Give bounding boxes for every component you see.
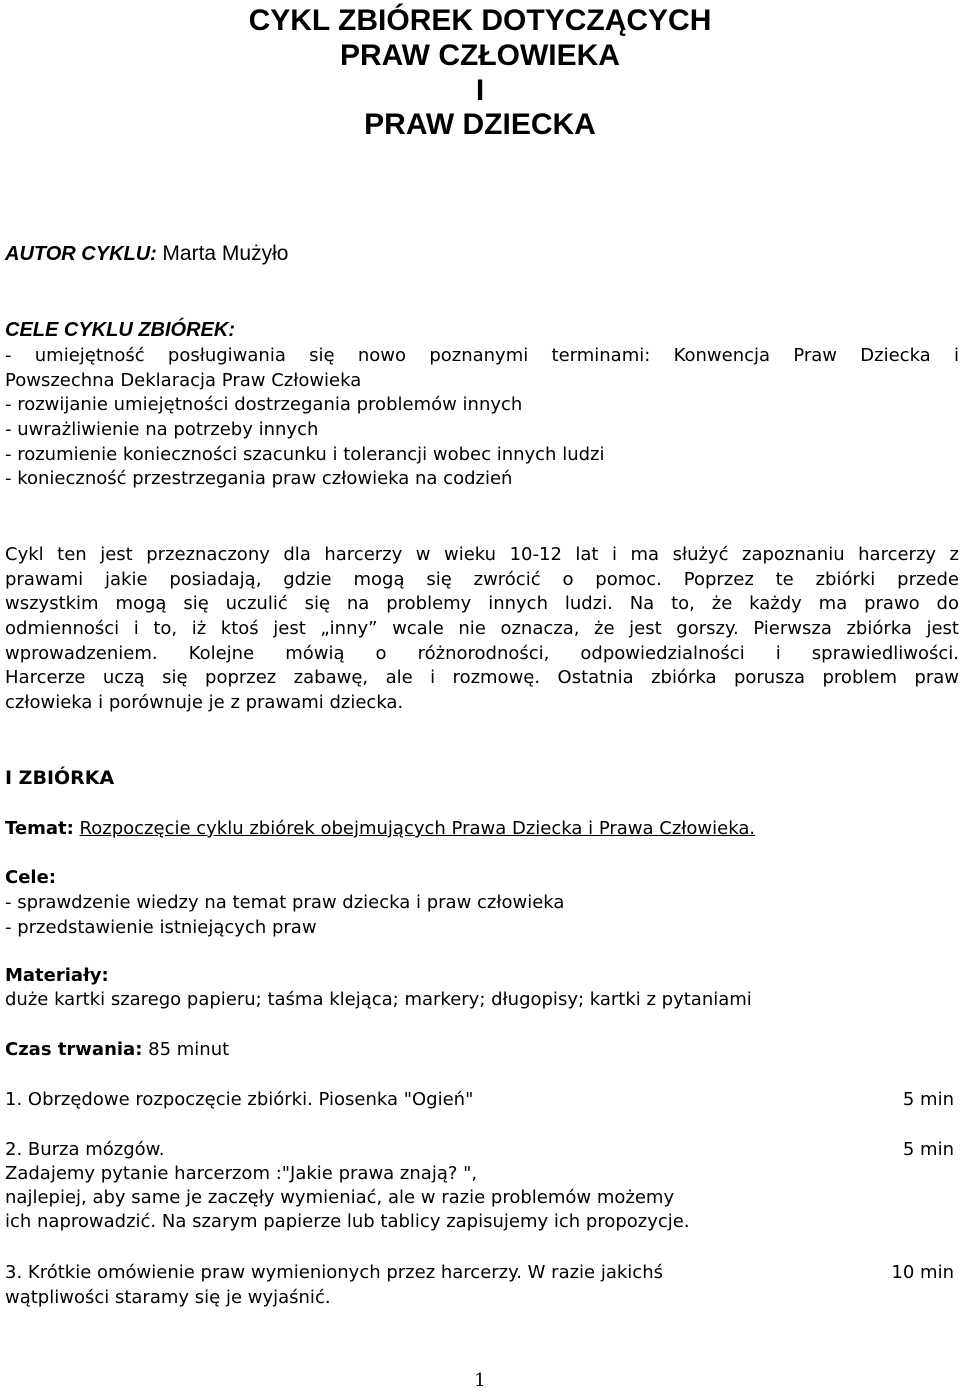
cycle-goal-line: - konieczność przestrzegania praw człowieka na codzień	[5, 468, 513, 490]
cycle-goal-line: - rozwijanie umiejętności dostrzegania problemów innych	[5, 394, 523, 416]
author-line	[5, 242, 288, 266]
step-3-line: wątpliwości staramy się je wyjaśnić.	[5, 1287, 331, 1308]
materials-list: duże kartki szarego papieru; taśma klejąca; markery; długopisy; kartki z pytaniami	[5, 989, 752, 1010]
document-title-line-2: PRAW CZŁOWIEKA	[340, 39, 620, 72]
step-1-text: 1. Obrzędowe rozpoczęcie zbiórki. Piosenka "Ogień"	[5, 1089, 474, 1110]
cycle-goal-line: - rozumienie konieczności szacunku i tolerancji wobec innych ludzi	[5, 443, 605, 465]
intro-line: odmienności i to, iż ktoś jest „inny” wcale nie oznacza, że jest gorszy. Pierwsza zbiórka jest	[5, 618, 959, 640]
topic-value: Rozpoczęcie cyklu zbiórek obejmujących Prawa Dziecka i Prawa Człowieka.	[79, 818, 756, 839]
intro-line: wszystkim mogą się uczulić się na problemy innych ludzi. Na to, że każdy ma prawo do	[5, 593, 959, 615]
step-3-time: 10 min	[891, 1262, 954, 1283]
step-2-line: najlepiej, aby same je zaczęły wymieniać, ale w razie problemów możemy	[5, 1187, 675, 1208]
topic-label: Temat:	[5, 818, 74, 839]
intro-line: człowieka i porównuje je z prawami dziecka.	[5, 692, 404, 714]
author-label: AUTOR CYKLU:	[5, 243, 157, 265]
intro-line: prawami jakie posiadają, gdzie mogą się zwrócić o pomoc. Poprzez te zbiórki przede	[5, 568, 959, 590]
duration-value: 85 minut	[148, 1039, 230, 1060]
step-1-time: 5 min	[902, 1089, 954, 1110]
cycle-goal-line: - uwrażliwienie na potrzeby innych	[5, 419, 319, 441]
step-3-title: 3. Krótkie omówienie praw wymienionych przez harcerzy. W razie jakichś	[5, 1262, 663, 1283]
step-2-line: ich naprowadzić. Na szarym papierze lub tablicy zapisujemy ich propozycje.	[5, 1211, 690, 1232]
step-2-time: 5 min	[902, 1139, 954, 1160]
lesson-goals-heading: Cele:	[5, 867, 56, 888]
document-title-line-1: CYKL ZBIÓREK DOTYCZĄCYCH	[248, 4, 712, 37]
materials-heading: Materiały:	[5, 965, 109, 986]
intro-line: Cykl ten jest przeznaczony dla harcerzy w wieku 10-12 lat i ma służyć zapoznaniu harcerzy z	[5, 544, 959, 565]
intro-paragraph	[5, 543, 959, 716]
step-2-title: 2. Burza mózgów.	[5, 1139, 165, 1160]
document-title-line-3: I	[475, 74, 485, 107]
topic-line	[5, 817, 755, 841]
step-2-line: Zadajemy pytanie harcerzom :"Jakie prawa znają? ",	[5, 1163, 478, 1184]
cycle-goals-list	[5, 344, 959, 492]
section-heading: I ZBIÓRKA	[5, 767, 115, 789]
duration-line	[5, 1038, 229, 1062]
intro-line: wprowadzeniem. Kolejne mówią o różnorodności, odpowiedzialności i sprawiedliwości.	[5, 642, 959, 664]
lesson-goal-line: - przedstawienie istniejących praw	[5, 917, 317, 938]
cycle-goals-heading: CELE CYKLU ZBIÓREK:	[5, 319, 235, 341]
cycle-goal-line: - umiejętność posługiwania się nowo poznanymi terminami: Konwencja Praw Dziecka i	[5, 345, 959, 366]
cycle-goal-line: Powszechna Deklaracja Praw Człowieka	[5, 369, 362, 391]
page-number: 1	[474, 1370, 486, 1391]
duration-label: Czas trwania:	[5, 1039, 143, 1060]
document-title-line-4: PRAW DZIECKA	[364, 108, 596, 141]
intro-line: Harcerze uczą się poprzez zabawę, ale i rozmowę. Ostatnia zbiórka porusza problem praw	[5, 667, 959, 689]
lesson-goal-line: - sprawdzenie wiedzy na temat praw dziecka i praw człowieka	[5, 892, 565, 913]
author-value: Marta Mużyło	[162, 242, 289, 265]
